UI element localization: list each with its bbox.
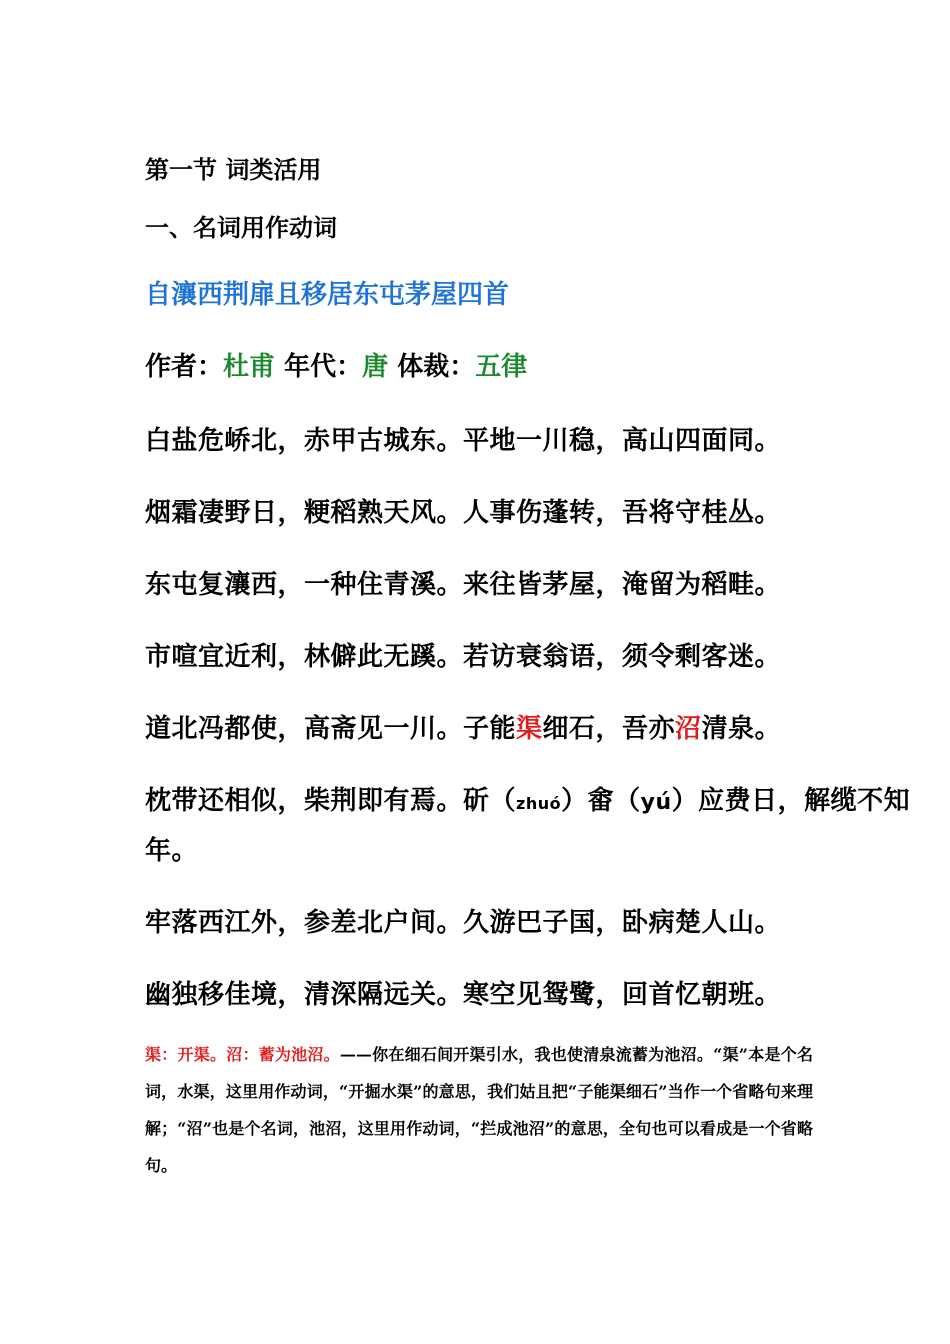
poem-line-2: 烟霜凄野日，粳稻熟天风。人事伤蓬转，吾将守桂丛。: [145, 498, 782, 528]
poem-line-4: 市喧宜近利，林僻此无蹊。若访衰翁语，须令剩客迷。: [145, 642, 782, 672]
poem-line-3: 东屯复瀼西，一种住青溪。来往皆茅屋，淹留为稻畦。: [145, 570, 782, 600]
pinyin-zhuo: zhuó: [516, 794, 562, 813]
note-term-zhao: 沼：蓄为池沼。: [226, 1045, 340, 1064]
poem-line-5-part1: 道北冯都使，高斋见一川。子能: [145, 714, 517, 744]
poem-line-6: [145, 780, 910, 817]
era-value: 唐: [362, 352, 389, 382]
era-label: 年代：: [284, 352, 363, 382]
annotation-note: [145, 1036, 813, 1184]
note-term-qu: 渠：开渠。: [145, 1045, 227, 1064]
poem-line-7: 牢落西江外，参差北户间。久游巴子国，卧病楚人山。: [145, 908, 782, 938]
author-value: 杜甫: [223, 352, 276, 382]
form-value: 五律: [475, 352, 528, 382]
poem-title: 自瀼西荆扉且移居东屯茅屋四首: [145, 280, 510, 310]
poem-line-1: 白盐危峤北，赤甲古城东。平地一川稳，高山四面同。: [145, 426, 782, 456]
highlight-word-qu: 渠: [516, 714, 543, 744]
poem-line-5-part2: 细石，吾亦: [542, 714, 676, 744]
poem-line-6-part3: ）应费日，解缆不知: [671, 786, 911, 816]
section-heading: 第一节 词类活用: [145, 155, 322, 184]
poem-line-5-part3: 清泉。: [701, 714, 782, 744]
poem-line-6-wrap: 年。: [145, 836, 199, 866]
poem-line-8: 幽独移佳境，清深隔远关。寒空见鸳鹭，回首忆朝班。: [145, 980, 782, 1010]
poem-meta: [145, 346, 527, 383]
author-label: 作者：: [145, 352, 224, 382]
pinyin-yu: yú: [640, 790, 672, 815]
subsection-heading: 一、名词用作动词: [145, 213, 337, 242]
highlight-word-zhao: 沼: [675, 714, 702, 744]
poem-line-5: [145, 708, 781, 745]
poem-line-6-part1: 枕带还相似，柴荆即有焉。斫（: [145, 786, 517, 816]
note-body: ——你在细石间开渠引水，我也使清泉流蓄为池沼。“渠”本是个名词，水渠，这里用作动词，“开掘水渠”的意思，我们姑且把“子能渠细石”当作一个省略句来理解；“沼”也是个名词，池沼，这里用作动词，“拦成池沼”的意思，全句也可以看成是一个省略句。: [145, 1045, 813, 1175]
poem-line-6-part2: ）畬（: [561, 786, 641, 816]
form-label: 体裁：: [397, 352, 476, 382]
